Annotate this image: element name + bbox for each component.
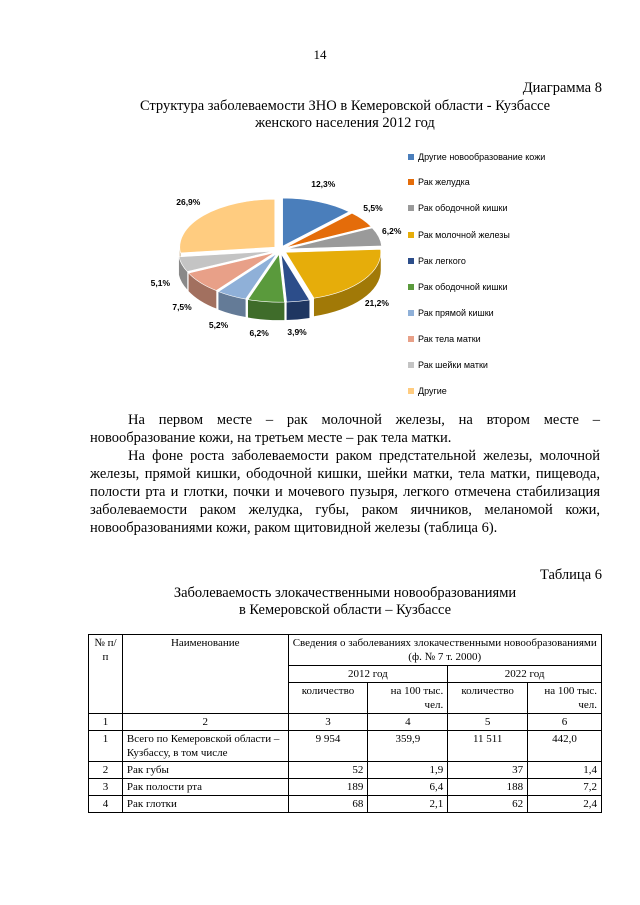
legend-label: Рак шейки матки: [418, 360, 488, 370]
pie-percent-label: 6,2%: [249, 327, 269, 338]
col-number: 5: [448, 714, 528, 731]
row-count-2022: 62: [448, 796, 528, 813]
pie-slice-wall: [248, 300, 284, 321]
legend-label: Рак желудка: [418, 177, 470, 187]
legend-label: Рак молочной железы: [418, 230, 510, 240]
col-number: 1: [89, 714, 123, 731]
row-num: 3: [89, 779, 123, 796]
table-title: [60, 585, 630, 619]
col-number: 3: [288, 714, 368, 731]
table-row: [89, 762, 602, 779]
row-rate-2012: 359,9: [368, 731, 448, 762]
pie-percent-label: 5,1%: [150, 277, 171, 288]
body-text: [90, 411, 600, 537]
legend-item: [418, 256, 568, 267]
header-count-2012: количество: [288, 683, 368, 714]
data-table: [88, 634, 602, 813]
row-count-2012: 68: [288, 796, 368, 813]
legend-item: [418, 308, 568, 319]
legend-item: [418, 360, 568, 371]
row-rate-2022: 2,4: [528, 796, 602, 813]
diagram-label: Диаграмма 8: [522, 80, 602, 96]
row-name: Всего по Кемеровской области – Кузбассу, в том числе: [122, 731, 288, 762]
table-row: [89, 796, 602, 813]
table-row: [89, 731, 602, 762]
row-rate-2022: 442,0: [528, 731, 602, 762]
header-year-2012: 2012 год: [288, 666, 448, 683]
header-rate-2022: на 100 тыс. чел.: [528, 683, 602, 714]
table-label: Таблица 6: [539, 567, 602, 583]
legend-swatch: [408, 362, 414, 368]
row-rate-2022: 1,4: [528, 762, 602, 779]
header-name: Наименование: [122, 635, 288, 714]
row-num: 4: [89, 796, 123, 813]
legend-label: Рак ободочной кишки: [418, 203, 508, 213]
row-count-2022: 37: [448, 762, 528, 779]
header-num: № п/п: [89, 635, 123, 714]
row-rate-2012: 6,4: [368, 779, 448, 796]
legend-swatch: [408, 232, 414, 238]
pie-percent-label: 21,2%: [364, 298, 389, 309]
row-count-2012: 52: [288, 762, 368, 779]
row-name: Рак полости рта: [122, 779, 288, 796]
diagram-title-line2: женского населения 2012 год: [255, 115, 435, 131]
pie-percent-label: 26,9%: [176, 197, 201, 208]
pie-percent-label: 3,9%: [287, 327, 307, 338]
legend-label: Другие: [418, 386, 447, 396]
header-rate-2012: на 100 тыс. чел.: [368, 683, 448, 714]
legend-label: Рак легкого: [418, 256, 466, 266]
pie-slice-wall: [287, 300, 310, 320]
body-paragraph-2: На фоне роста заболеваемости раком предстательной железы, молочной железы, прямой кишки, ободочной кишки, шейки матки, тела матки, пищевода, полости рта и глотки, почки и мочевого пузыря, легкого отмечена стабилизация заболеваемости раком желудка, губы, раком яичников, меланомой кожи, новообразованиями кожи, раком щитовидной железы (таблица 6).: [90, 448, 600, 536]
row-count-2012: 189: [288, 779, 368, 796]
row-count-2012: 9 954: [288, 731, 368, 762]
pie-percent-label: 6,2%: [382, 226, 402, 237]
legend-swatch: [408, 388, 414, 394]
table-header-row-1: [89, 635, 602, 666]
header-count-2022: количество: [448, 683, 528, 714]
legend-swatch: [408, 336, 414, 342]
legend-swatch: [408, 284, 414, 290]
legend-swatch: [408, 258, 414, 264]
legend-swatch: [408, 154, 414, 160]
legend-item: [418, 152, 568, 163]
pie-percent-label: 5,2%: [208, 320, 229, 331]
legend-swatch: [408, 179, 414, 185]
pie-percent-label: 7,5%: [172, 302, 192, 313]
legend-item: [418, 386, 568, 397]
legend-swatch: [408, 205, 414, 211]
row-count-2022: 188: [448, 779, 528, 796]
pie-percent-label: 5,5%: [363, 202, 383, 213]
legend-label: Другие новообразование кожи: [418, 152, 546, 162]
diagram-title: [60, 98, 630, 132]
legend-item: [418, 177, 568, 188]
row-num: 2: [89, 762, 123, 779]
legend-label: Рак тела матки: [418, 334, 481, 344]
table-title-line1: Заболеваемость злокачественными новообразованиями: [173, 585, 517, 601]
col-number: 6: [528, 714, 602, 731]
legend-item: [418, 230, 568, 241]
row-rate-2012: 1,9: [368, 762, 448, 779]
row-count-2022: 11 511: [448, 731, 528, 762]
legend-label: Рак ободочной кишки: [418, 282, 508, 292]
col-number: 4: [368, 714, 448, 731]
col-number: 2: [122, 714, 288, 731]
pie-percent-label: 12,3%: [311, 178, 336, 189]
row-rate-2022: 7,2: [528, 779, 602, 796]
legend-item: [418, 334, 568, 345]
table-column-numbers: [89, 714, 602, 731]
legend-item: [418, 203, 568, 214]
legend-swatch: [408, 310, 414, 316]
row-rate-2012: 2,1: [368, 796, 448, 813]
table-title-line2: в Кемеровской области – Кузбассе: [238, 602, 452, 618]
page-number: 14: [313, 47, 327, 62]
pie-chart: [110, 140, 590, 410]
pie-chart-svg: [110, 140, 410, 410]
header-info: Сведения о заболеваниях злокачественными новообразованиями (ф. № 7 т. 2000): [288, 635, 601, 666]
header-year-2022: 2022 год: [448, 666, 602, 683]
table-row: [89, 779, 602, 796]
body-paragraph-1: На первом месте – рак молочной железы, на втором месте – новообразование кожи, на третьем месте – рак тела матки.: [90, 412, 600, 446]
diagram-title-line1: Структура заболеваемости ЗНО в Кемеровской области - Кузбассе: [139, 98, 551, 114]
row-name: Рак губы: [122, 762, 288, 779]
row-name: Рак глотки: [122, 796, 288, 813]
row-num: 1: [89, 731, 123, 762]
legend-label: Рак прямой кишки: [418, 308, 494, 318]
legend-item: [418, 282, 568, 293]
